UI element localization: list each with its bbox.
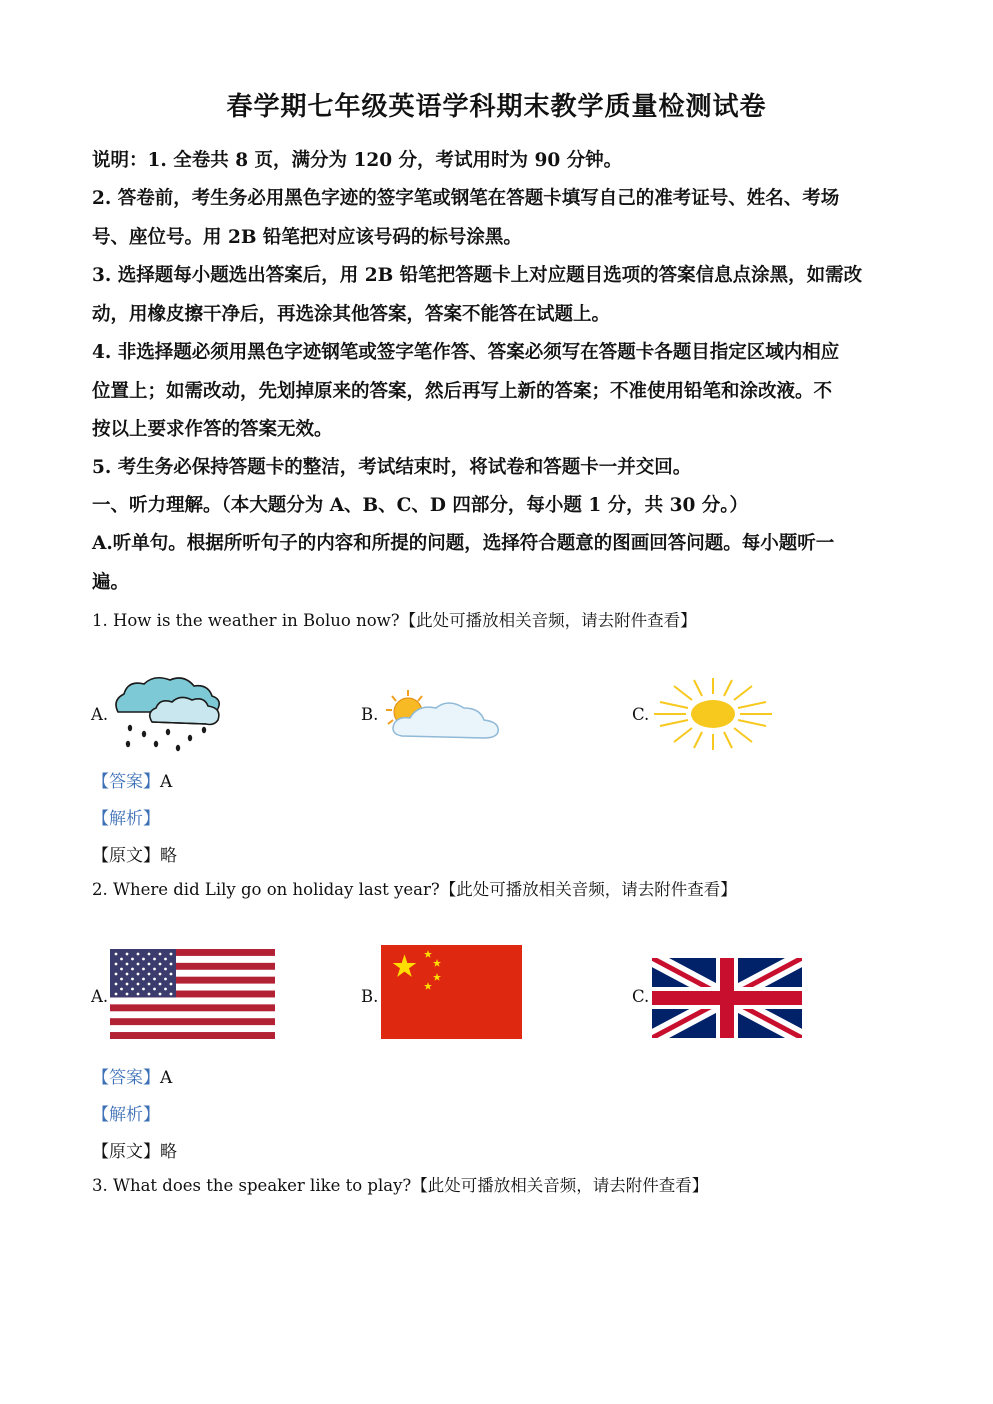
instruction-line: 按以上要求作答的答案无效。 <box>92 419 333 440</box>
instruction-line: 5. 考生务必保持答题卡的整洁，考试结束时，将试卷和答题卡一并交回。 <box>92 457 692 478</box>
q1-analysis <box>92 804 160 829</box>
instruction-line: 2. 答卷前，考生务必用黑色字迹的签字笔或钢笔在答题卡填写自己的准考证号、姓名、考场 <box>92 188 840 209</box>
q2-option-a-label[interactable]: A. <box>91 987 109 1006</box>
section-heading: 一、听力理解。（本大题分为 A、B、C、D 四部分，每小题 1 分，共 30 分。） <box>92 495 749 516</box>
original-value: 略 <box>160 1142 177 1162</box>
part-a-instruction: 遍。 <box>92 572 130 593</box>
answer-label: 【答案】 <box>92 772 160 792</box>
q1-option-b-label[interactable]: B. <box>361 705 379 724</box>
partly-cloudy-icon[interactable] <box>378 686 504 746</box>
uk-flag-icon[interactable] <box>652 958 802 1042</box>
page-title: 春学期七年级英语学科期末教学质量检测试卷 <box>226 92 767 122</box>
q2-answer <box>92 1063 172 1088</box>
china-flag-icon[interactable] <box>381 945 522 1043</box>
question-3-text: 3. What does the speaker like to play?【此处可播放相关音频，请去附件查看】 <box>92 1176 709 1195</box>
original-label: 【原文】 <box>92 846 160 866</box>
instruction-line: 4. 非选择题必须用黑色字迹钢笔或签字笔作答、答案必须写在答题卡各题目指定区域内相应 <box>92 342 840 363</box>
instruction-line: 3. 选择题每小题选出答案后，用 2B 铅笔把答题卡上对应题目选项的答案信息点涂黑，如需改 <box>92 265 863 286</box>
q1-answer <box>92 767 172 792</box>
original-value: 略 <box>160 846 177 866</box>
rain-cloud-icon[interactable] <box>108 672 230 760</box>
analysis-label: 【解析】 <box>92 1105 160 1125</box>
instruction-line: 号、座位号。用 2B 铅笔把对应该号码的标号涂黑。 <box>92 227 522 248</box>
q2-option-b-label[interactable]: B. <box>361 987 379 1006</box>
q1-option-c-label[interactable]: C. <box>632 705 650 724</box>
answer-value: A <box>160 1068 173 1088</box>
q1-option-a-label[interactable]: A. <box>91 705 109 724</box>
q1-original <box>92 841 177 866</box>
original-label: 【原文】 <box>92 1142 160 1162</box>
q2-analysis <box>92 1100 160 1125</box>
usa-flag-icon[interactable] <box>110 949 275 1043</box>
q2-original <box>92 1137 177 1162</box>
analysis-label: 【解析】 <box>92 809 160 829</box>
instruction-line: 位置上；如需改动，先划掉原来的答案，然后再写上新的答案；不准使用铅笔和涂改液。不 <box>92 381 833 402</box>
q2-option-c-label[interactable]: C. <box>632 987 650 1006</box>
answer-value: A <box>160 772 173 792</box>
sun-icon[interactable] <box>650 676 776 756</box>
instruction-line: 说明：1. 全卷共 8 页，满分为 120 分，考试用时为 90 分钟。 <box>92 150 623 171</box>
question-2-text: 2. Where did Lily go on holiday last year?【此处可播放相关音频，请去附件查看】 <box>92 880 737 899</box>
question-1-text: 1. How is the weather in Boluo now?【此处可播放相关音频，请去附件查看】 <box>92 611 697 630</box>
answer-label: 【答案】 <box>92 1068 160 1088</box>
part-a-instruction: A.听单句。根据所听句子的内容和所提的问题，选择符合题意的图画回答问题。每小题听一 <box>92 533 835 554</box>
instruction-line: 动，用橡皮擦干净后，再选涂其他答案，答案不能答在试题上。 <box>92 304 611 325</box>
